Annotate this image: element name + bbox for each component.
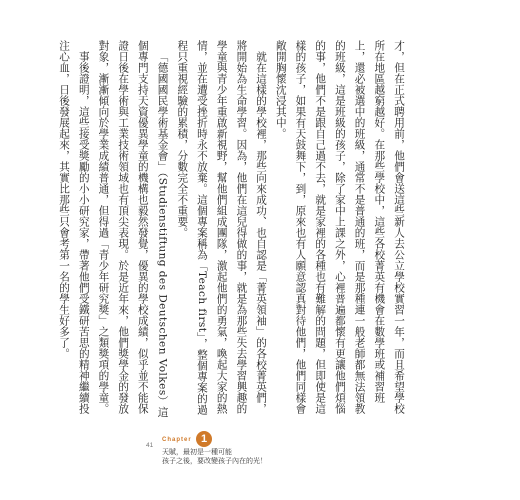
paragraph-4: 事後證明，這些接受獎勵的小小研究家，帶著他們受鐵研苦思的精神繼續投注心血，日後發展起來，其實比那些只會考第一名的學生好多了。 (58, 40, 90, 414)
chapter-title-line-1: 天賦，最初是一種可能 (162, 448, 232, 456)
vertical-body-text (58, 40, 408, 420)
page-number: 41 (146, 442, 154, 449)
chapter-title-line-2: 孩子之後，要改變孩子內在的光！ (162, 457, 267, 465)
chapter-label: Chapter (162, 437, 192, 443)
chapter-title (162, 448, 267, 466)
paragraph-1: 才，但在正式聘用前，他們會送這些新人去公立學校實習一年，而且希望學校所在地區越窮越好。在那些學校中，這些各校菁英有機會在數學班或補習班上，還必被選中的班級，通常不是普通的班，而是那種連一般老師都無法領教的班級，這是班級的孩子，除了家中上課之外，心裡普遍都懷有更讓他們煩惱的事，他們不是跟自己過不去，就是家裡的各種也有難解的問題，但即使是這樣的孩子，如果有天鼓舞下，到，原來也有人願意認真對待他們，他們同樣會敞開胸懷沈浸其中。 (274, 40, 405, 414)
chapter-number-badge: 1 (196, 431, 212, 447)
paragraph-2: 就在這樣的學校裡，那些向來成功、也自認是「菁英領袖」的各校菁英們，將開始為生命學習。因為，他們在這兒得做的事，就是為那些失去學習興趣的學童與青少年重啟新視野，幫他們組成團隊，激起他們的勇氣，喚起大家的熱情，並在遭受挫折時永不放棄。這個專案稱為「Teach first」，整個專案的過程只重視經驗的累積，分數完全不重要。 (176, 40, 268, 416)
paragraph-3: 「德國國民學術基金會」（Studienstiftung des Deutschen Volkes）這個專門支持天資優異學童的機構也毅然發覺，優異的學校成績，似乎並不能保證日後在學術與工業技術領域也有頂尖表現。於是近年來，他們獎學金的發放對象，漸漸傾向於學業成績普通，但得過「青少年研究獎」之類獎項的學童。 (97, 40, 169, 418)
